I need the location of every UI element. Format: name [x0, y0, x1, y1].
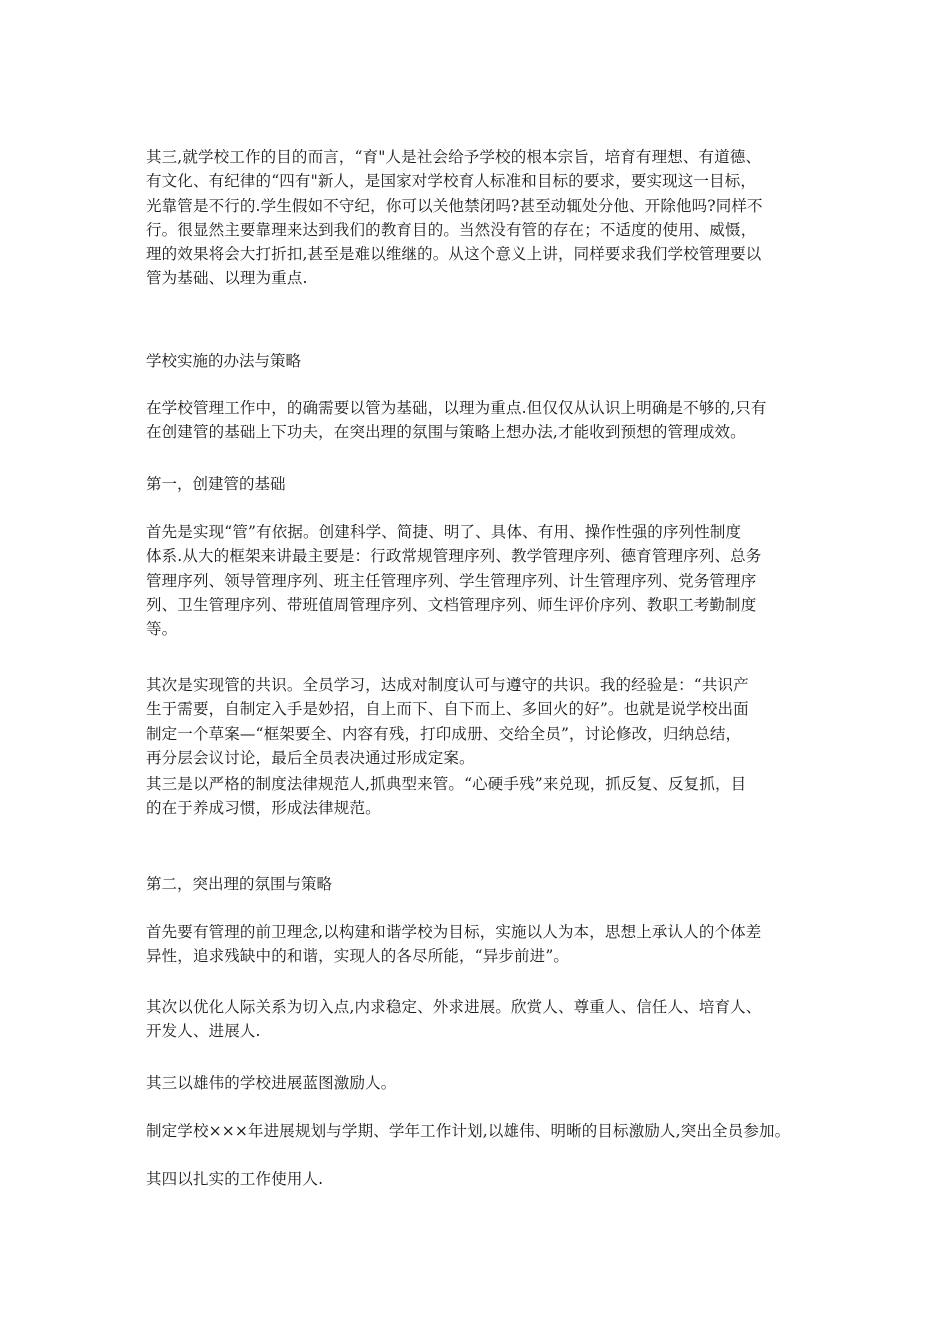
paragraph-management-foundation: [146, 396, 826, 445]
paragraph-development-plan: 制定学校×××年进展规划与学期、学年工作计划,以雄伟、明晰的目标激励人,突出全员参加。: [146, 1122, 791, 1140]
text-line: 其次是实现管的共识。全员学习，达成对制度认可与遵守的共识。我的经验是：“共识产: [146, 676, 749, 694]
text-line: 首先要有管理的前卫理念,以构建和谐学校为目标，实施以人为本，思想上承认人的个体差: [146, 923, 762, 941]
paragraph-goal-of-school-work: [146, 145, 826, 291]
paragraph-management-concept: [146, 920, 826, 969]
text-line: 其三是以严格的制度法律规范人,抓典型来管。“心硬手残”来兑现，抓反复、反复抓，目: [146, 775, 747, 793]
text-line: 体系.从大的框架来讲最主要是：行政常规管理序列、教学管理序列、德育管理序列、总务: [146, 547, 762, 566]
section-heading-methods-and-strategies: 学校实施的办法与策略: [146, 352, 302, 370]
paragraph-rules-system: [146, 520, 826, 641]
text-line: 制定一个草案—“框架要全、内容有残，打印成册、交给全员”，讨论修改，归纳总结，: [146, 724, 742, 743]
paragraph-interpersonal-relations: [146, 995, 826, 1044]
text-line: 首先是实现“管”有依据。创建科学、简捷、明了、具体、有用、操作性强的序列性制度: [146, 523, 742, 541]
paragraph-development-blueprint: 其三以雄伟的学校进展蓝图激励人。: [146, 1074, 397, 1092]
text-line: 行。很显然主要靠理来达到我们的教育目的。当然没有管的存在；不适度的使用、威慑，: [146, 220, 757, 239]
paragraph-strict-rules: [146, 772, 826, 821]
text-line: 光靠管是不行的.学生假如不守纪，你可以关他禁闭吗?甚至动辄处分他、开除他吗?同样不: [146, 196, 763, 215]
text-line: 管理序列、领导管理序列、班主任管理序列、学生管理序列、计生管理序列、党务管理序: [146, 571, 757, 590]
subheading-second-reason-atmosphere: 第二，突出理的氛围与策略: [146, 875, 333, 893]
text-line: 的在于养成习惯，形成法律规范。: [146, 799, 381, 818]
text-line: 开发人、进展人.: [146, 1022, 261, 1041]
text-line: 异性，追求残缺中的和谐，实现人的各尽所能，“异步前进”。: [146, 947, 570, 966]
subheading-first-build-foundation: 第一，创建管的基础: [146, 475, 286, 493]
text-line: 其次以优化人际关系为切入点,内求稳定、外求进展。欣赏人、尊重人、信任人、培育人、: [146, 998, 762, 1016]
text-line: 列、卫生管理序列、带班值周管理序列、文档管理序列、师生评价序列、教职工考勤制度: [146, 595, 757, 614]
paragraph-solid-work: 其四以扎实的工作使用人.: [146, 1170, 324, 1188]
paragraph-consensus: [146, 673, 826, 770]
text-line: 等。: [146, 620, 178, 639]
text-line: 管为基础、以理为重点.: [146, 269, 308, 288]
text-line: 其三,就学校工作的目的而言，“育"人是社会给予学校的根本宗旨，培育有理想、有道德、: [146, 148, 762, 166]
text-line: 在创建管的基础上下功夫，在突出理的氛围与策略上想办法,才能收到预想的管理成效。: [146, 423, 746, 442]
text-line: 理的效果将会大打折扣,甚至是难以维继的。从这个意义上讲，同样要求我们学校管理要以: [146, 245, 762, 264]
text-line: 生于需要，自制定入手是妙招，自上而下、自下而上、多回火的好”。也就是说学校出面: [146, 700, 749, 719]
text-line: 再分层会议讨论，最后全员表决通过形成定案。: [146, 748, 475, 767]
text-line: 有文化、有纪律的“四有"新人，是国家对学校育人标准和目标的要求，要实现这一目标，: [146, 172, 757, 191]
text-line: 在学校管理工作中，的确需要以管为基础，以理为重点.但仅仅从认识上明确是不够的,只有: [146, 399, 767, 417]
